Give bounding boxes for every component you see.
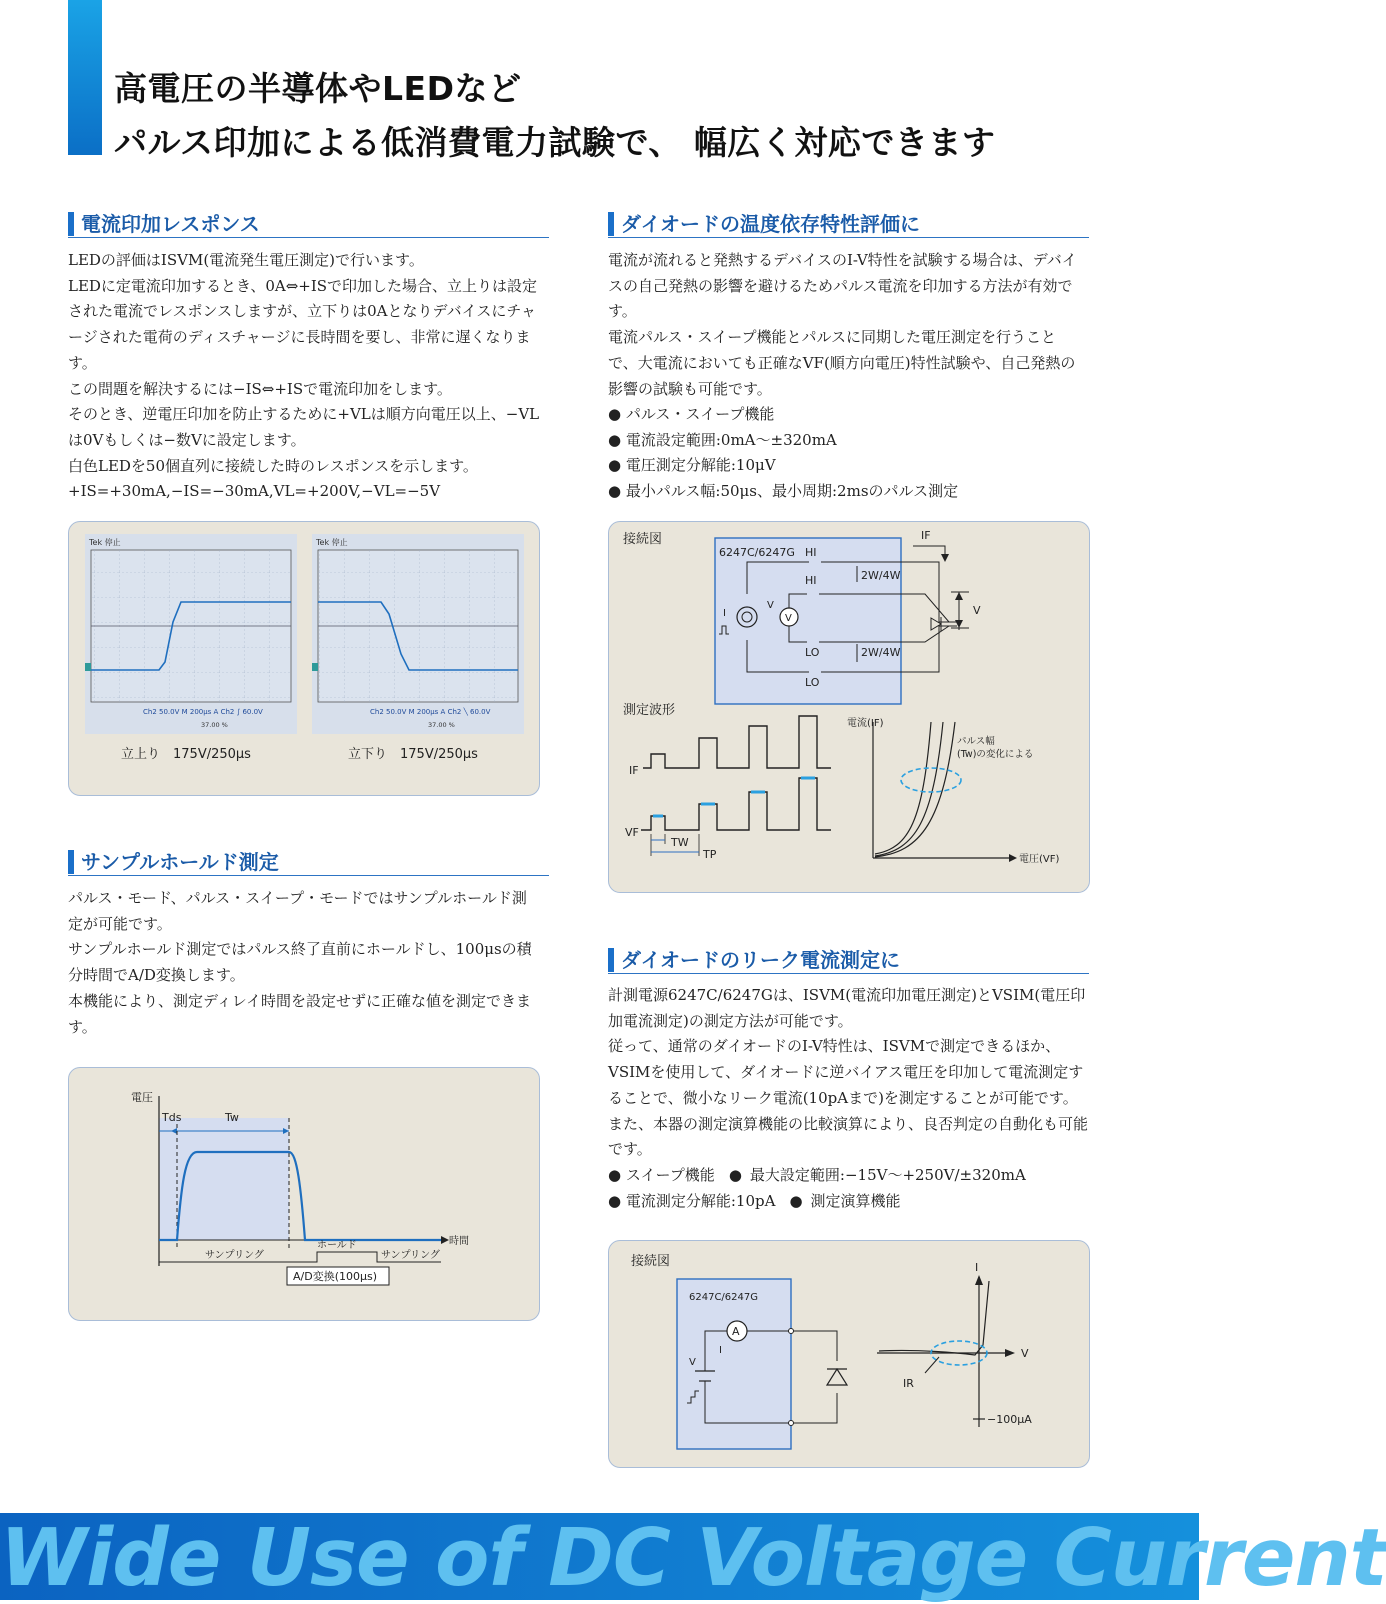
vf-waveform — [641, 778, 831, 830]
label-tw: Tw — [225, 1111, 239, 1124]
label-hi: HI — [805, 574, 817, 587]
label-pulse-width: パルス幅 — [957, 736, 995, 747]
axis-v: V — [1021, 1347, 1029, 1360]
diode-icon — [827, 1369, 847, 1385]
scope-header: Tek 停止 — [316, 538, 348, 547]
section-title-temperature: ダイオードの温度依存特性評価に — [608, 211, 1089, 238]
section-title-leak: ダイオードのリーク電流測定に — [608, 947, 1089, 974]
samplehold-para: サンプルホールド測定ではパルス終了直前にホールドし、100μsの積分時間でA/D変換します。 — [68, 940, 532, 985]
label-if: IF — [629, 764, 639, 777]
voltmeter-label: V — [785, 613, 792, 624]
temperature-diagram — [609, 522, 1089, 892]
response-para: +IS=+30mA,−IS=−30mA,VL=+200V,−VL=−5V — [68, 482, 441, 501]
temperature-para: 電流パルス・スイープ機能とパルスに同期した電圧測定を行うことで、大電流においても正確なVF(順方向電圧)特性試験や、自己発熱の影響の試験も可能です。 — [608, 328, 1076, 398]
headline-line2: パルス印加による低消費電力試験で、 幅広く対応できます — [114, 123, 996, 162]
samplehold-diagram — [69, 1068, 539, 1320]
label-pulse-width: (Tw)の変化による — [957, 749, 1034, 760]
label-v: V — [973, 604, 981, 617]
label-sampling: サンプリング — [205, 1250, 264, 1261]
label-if: IF — [921, 529, 931, 542]
scope-rise — [85, 534, 297, 762]
label-tw: TW — [671, 836, 689, 849]
label-2w4w: 2W/4W — [861, 646, 901, 659]
label-2w4w: 2W/4W — [861, 569, 901, 582]
section-title-response: 電流印加レスポンス — [68, 211, 549, 238]
axis-current: 電流(IF) — [847, 718, 884, 729]
label-tp: TP — [703, 848, 717, 861]
samplehold-para: パルス・モード、パルス・スイープ・モードではサンプルホールド測定が可能です。 — [68, 889, 527, 933]
scope-header: Tek 停止 — [89, 538, 121, 547]
samplehold-para: 本機能により、測定ディレイ時間を設定せずに正確な値を測定できます。 — [68, 991, 532, 1036]
axis-voltage: 電圧(VF) — [1019, 854, 1060, 865]
temperature-text — [608, 248, 1084, 402]
scope-readout: Ch2 50.0V M 200μs A Ch2 ╲ 60.0V — [370, 708, 491, 716]
bullet-item: ● 電流設定範囲:0mA〜±320mA — [608, 428, 958, 454]
label-vf: VF — [625, 826, 639, 839]
footer-banner — [0, 1512, 1386, 1604]
leak-bullets — [608, 1163, 1026, 1214]
temperature-bullets — [608, 402, 958, 505]
response-para: 白色LEDを50個直列に接続した時のレスポンスを示します。 — [68, 456, 478, 475]
bullet-item: ● 最大設定範囲:−15V〜+250V/±320mA — [715, 1166, 1026, 1184]
label-sampling: サンプリング — [381, 1250, 440, 1261]
leak-diagram — [609, 1241, 1089, 1467]
if-waveform — [643, 716, 831, 768]
label-ad-conversion: A/D変換(100μs) — [293, 1270, 378, 1283]
samplehold-panel — [68, 1067, 540, 1321]
label-hold: ホールド — [317, 1240, 357, 1251]
label-lo: LO — [805, 676, 820, 689]
label-hi: HI — [805, 546, 817, 559]
label-ir: IR — [903, 1377, 914, 1390]
bullet-item: スイープ機能 — [625, 1166, 715, 1184]
leak-para: 計測電源6247C/6247Gは、ISVM(電流印加電圧測定)とVSIM(電圧印加電流測定)の測定方法が可能です。 — [608, 986, 1086, 1030]
headline-line1: 高電圧の半導体やLEDなど — [114, 69, 522, 108]
label-i: I — [723, 608, 726, 619]
temperature-para: 電流が流れると発熱するデバイスのI-V特性を試験する場合は、デバイスの自己発熱の影響を避けるためパルス電流を印加する方法が有効です。 — [608, 251, 1077, 321]
axis-voltage: 電圧 — [131, 1091, 153, 1104]
scope-sub: 37.00 % — [428, 721, 455, 729]
leak-para: 従って、通常のダイオードのI-V特性は、ISVMで測定できるほか、VSIMを使用して、ダイオードに逆バイアス電圧を印加して電流測定することで、微小なリーク電流(10pAまで)を測定することが可能です。 — [608, 1037, 1084, 1107]
leak-text — [608, 983, 1088, 1163]
response-para: LEDに定電流印加するとき、0A⇔+ISで印加した場合、立上りは設定された電流でレスポンスしますが、立下りは0Aとなりデバイスにチャージされた電荷のディスチャージに長時間を要し、非常に遅くなります。 — [68, 276, 538, 372]
instrument-model: 6247C/6247G — [689, 1292, 758, 1303]
response-para: この問題を解決するには−IS⇔+ISで電流印加をします。 — [68, 379, 452, 398]
variation-ellipse — [901, 768, 961, 792]
leak-panel — [608, 1240, 1090, 1468]
label-lo: LO — [805, 646, 820, 659]
label-v: V — [767, 600, 774, 611]
response-text — [68, 248, 540, 505]
samplehold-text — [68, 886, 540, 1040]
oscilloscope-figure — [69, 522, 539, 795]
bullet-item: 電流測定分解能:10pA — [625, 1191, 776, 1210]
axis-i: I — [975, 1261, 979, 1274]
label-connection: 接続図 — [623, 532, 663, 547]
temperature-panel — [608, 521, 1090, 893]
ammeter-label: A — [732, 1325, 740, 1338]
scope-caption-rise: 立上り 175V/250μs — [121, 747, 251, 762]
headline-accent-bar — [68, 0, 102, 155]
scope-sub: 37.00 % — [201, 721, 228, 729]
label-100ua: −100μA — [987, 1413, 1032, 1426]
bullet-item: ● 最小パルス幅:50μs、最小周期:2msのパルス測定 — [608, 479, 958, 505]
footer-text: Wide Use of DC Voltage Current — [0, 1512, 1386, 1604]
response-para: LEDの評価はISVM(電流発生電圧測定)で行います。 — [68, 251, 424, 269]
bullet-item: ● 測定演算機能 — [775, 1192, 900, 1210]
axis-time: 時間 — [449, 1236, 469, 1247]
headline — [114, 62, 995, 170]
bullet-item: ● 電圧測定分解能:10μV — [608, 453, 958, 479]
bullet-item: ● パルス・スイープ機能 — [608, 402, 958, 428]
label-tds: Tds — [162, 1111, 182, 1124]
section-title-samplehold: サンプルホールド測定 — [68, 849, 549, 876]
response-para: そのとき、逆電圧印加を防止するために+VLは順方向電圧以上、−VLは0Vもしくは−数Vに設定します。 — [68, 405, 540, 449]
leak-para: また、本器の測定演算機能の比較演算により、良否判定の自動化も可能です。 — [608, 1114, 1089, 1159]
label-connection: 接続図 — [631, 1254, 671, 1269]
oscilloscope-panel — [68, 521, 540, 796]
label-v: V — [689, 1357, 696, 1368]
label-i: I — [719, 1345, 722, 1356]
scope-readout: Ch2 50.0V M 200μs A Ch2 ∫ 60.0V — [143, 708, 263, 716]
bullet-row — [608, 1163, 1026, 1189]
label-waveform: 測定波形 — [623, 703, 676, 718]
bullet-row — [608, 1189, 1026, 1215]
scope-fall — [312, 534, 524, 762]
scope-caption-fall: 立下り 175V/250μs — [348, 747, 478, 762]
instrument-model: 6247C/6247G — [719, 546, 795, 559]
